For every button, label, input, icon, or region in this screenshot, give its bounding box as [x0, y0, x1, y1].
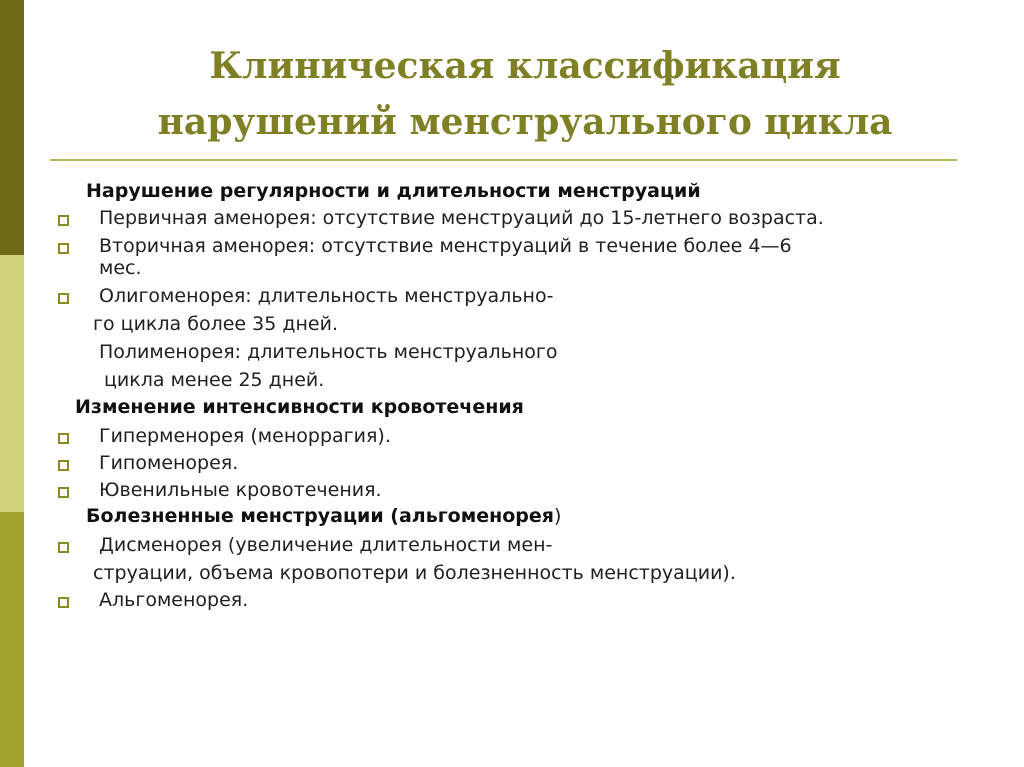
bullet-icon — [58, 215, 69, 226]
section-heading-dysmenorrhea — [86, 505, 561, 527]
list-item: Вторичная аменорея: отсутствие менструаций в течение более 4—6 — [99, 235, 792, 257]
list-item-continuation: мес. — [99, 257, 142, 279]
bullet-icon — [58, 293, 69, 304]
list-item-continuation: цикла менее 25 дней. — [104, 369, 325, 391]
side-bar-top — [0, 0, 24, 255]
list-item: Гипоменорея. — [99, 452, 239, 474]
list-item: Полименорея: длительность менструального — [99, 341, 558, 363]
list-item-continuation: го цикла более 35 дней. — [93, 313, 338, 335]
bullet-icon — [58, 487, 69, 498]
title-line-2: нарушений менструального цикла — [157, 101, 893, 143]
list-item: Дисменорея (увеличение длительности мен- — [99, 534, 553, 556]
list-item-continuation: струации, объема кровопотери и болезненность менструации). — [93, 562, 736, 584]
side-bar-bottom — [0, 512, 24, 767]
section-heading-intensity: Изменение интенсивности кровотечения — [75, 396, 524, 418]
section-heading-regularity: Нарушение регулярности и длительности менструаций — [86, 180, 701, 202]
bullet-icon — [58, 460, 69, 471]
bullet-icon — [58, 433, 69, 444]
list-item: Альгоменорея. — [99, 589, 249, 611]
section-heading-tail: ) — [553, 505, 562, 527]
list-item: Гиперменорея (меноррагия). — [99, 425, 391, 447]
title-line-1: Клиническая классификация — [209, 45, 841, 87]
list-item: Ювенильные кровотечения. — [99, 479, 382, 501]
list-item: Первичная аменорея: отсутствие менструаций до 15-летнего возраста. — [99, 207, 824, 229]
bullet-icon — [58, 542, 69, 553]
bullet-icon — [58, 597, 69, 608]
side-bar-middle — [0, 255, 24, 512]
slide-title — [60, 38, 990, 150]
section-heading-bold: Болезненные менструации (альгоменорея — [86, 505, 554, 527]
title-divider — [50, 159, 957, 161]
list-item: Олигоменорея: длительность менструально- — [99, 285, 554, 307]
bullet-icon — [58, 243, 69, 254]
